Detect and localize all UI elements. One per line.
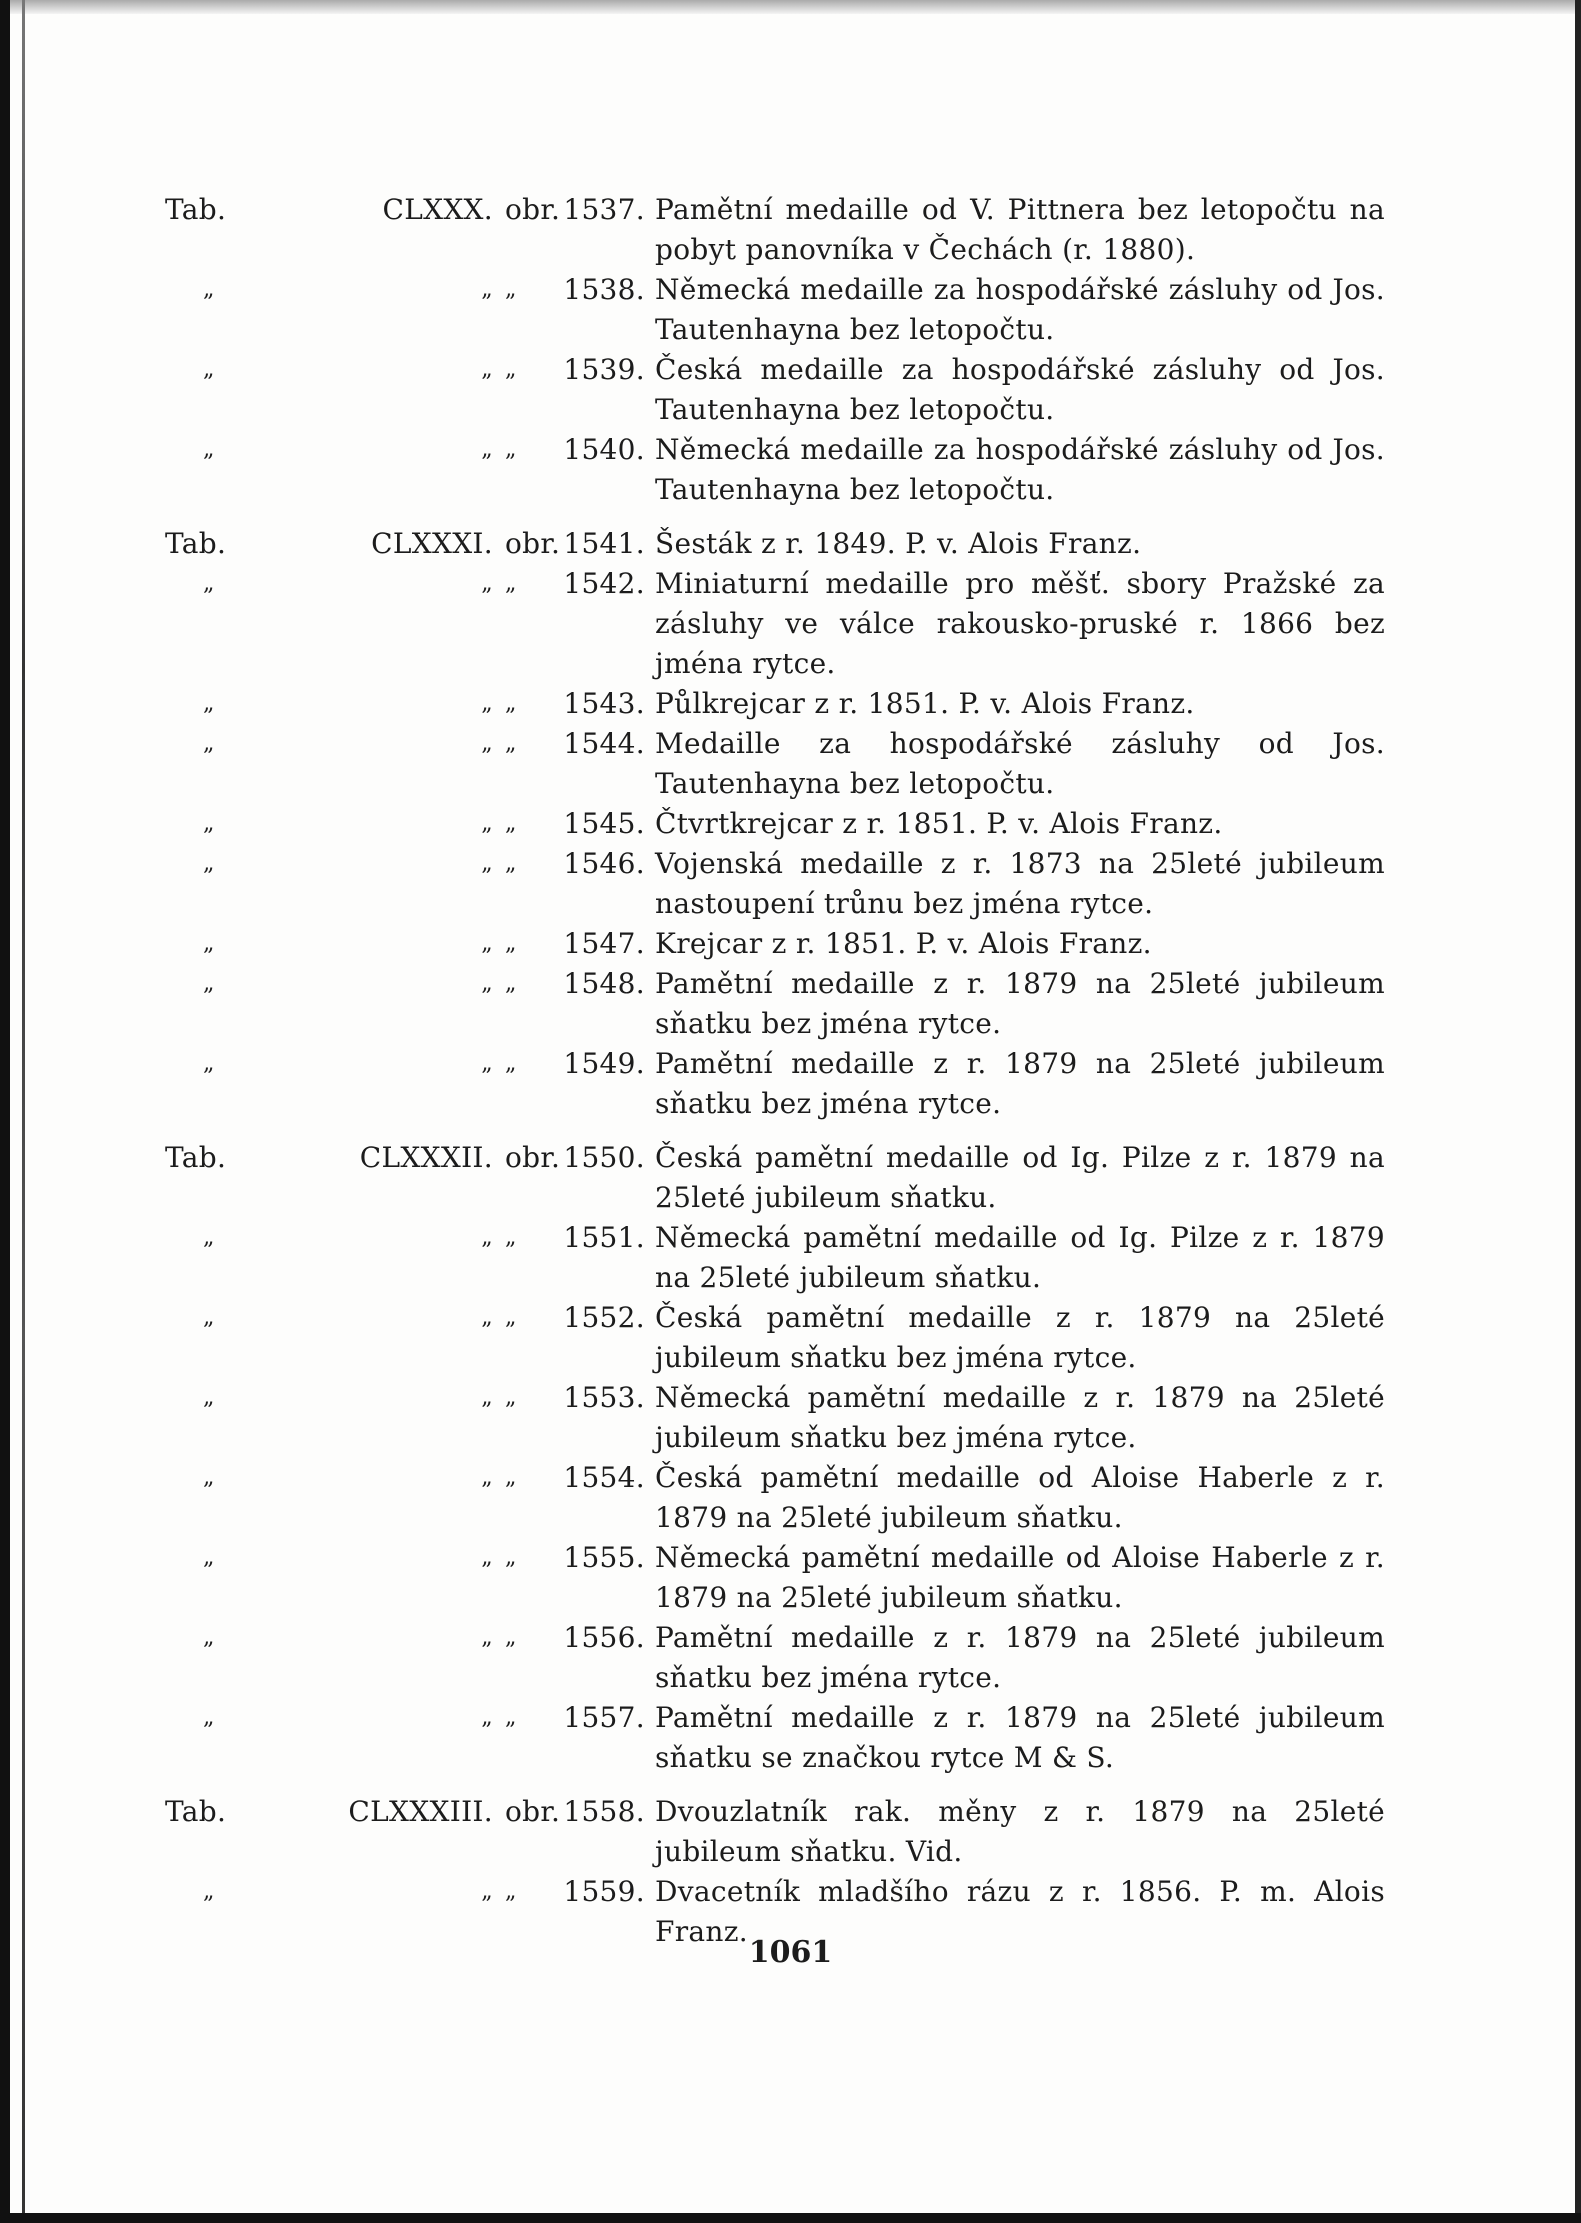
entry-number: 1539. xyxy=(563,353,645,386)
catalog-entry xyxy=(165,1044,1385,1124)
entry-figure-label: „ xyxy=(505,931,517,956)
entry-figure-label: „ xyxy=(505,971,517,996)
catalog-entry xyxy=(165,924,1385,964)
entry-number: 1557. xyxy=(563,1701,645,1734)
catalog-entry xyxy=(165,804,1385,844)
entry-tab: Tab. xyxy=(165,1795,227,1828)
entry-description: Česká pamětní medaille od Aloise Haberle z r. 1879 na 25leté jubileum sňatku. xyxy=(655,1461,1385,1534)
catalog-entry xyxy=(165,1538,1385,1618)
entry-number: 1538. xyxy=(563,273,645,306)
entry-figure-label: „ xyxy=(505,437,517,462)
entry-description: Německá pamětní medaille od Ig. Pilze z r. 1879 na 25leté jubileum sňatku. xyxy=(655,1221,1385,1294)
catalog-entry xyxy=(165,1298,1385,1378)
entry-figure-label: obr. xyxy=(505,193,561,226)
entry-tab: Tab. xyxy=(165,527,227,560)
entry-number: 1559. xyxy=(563,1875,645,1908)
entry-tab: „ xyxy=(203,731,215,756)
entry-number: 1542. xyxy=(563,567,645,600)
scan-fold-line xyxy=(22,0,25,2223)
entry-description: Vojenská medaille z r. 1873 na 25leté jubileum nastoupení trůnu bez jména rytce. xyxy=(655,847,1385,920)
entry-plate-number: „ xyxy=(481,731,493,756)
entry-description: Pamětní medaille z r. 1879 na 25leté jubileum sňatku se značkou rytce M & S. xyxy=(655,1701,1385,1774)
scan-edge-bottom xyxy=(0,2213,1581,2223)
entry-plate-number: „ xyxy=(481,1879,493,1904)
catalog-entry xyxy=(165,1792,1385,1872)
entry-number: 1544. xyxy=(563,727,645,760)
entry-number: 1548. xyxy=(563,967,645,1000)
catalog-entry xyxy=(165,350,1385,430)
entry-tab: „ xyxy=(203,1465,215,1490)
entry-description: Německá pamětní medaille z r. 1879 na 25leté jubileum sňatku bez jména rytce. xyxy=(655,1381,1385,1454)
entry-figure-label: „ xyxy=(505,571,517,596)
entry-plate-number: „ xyxy=(481,811,493,836)
scan-edge-top xyxy=(0,0,1581,14)
catalog-entry xyxy=(165,1458,1385,1538)
entry-number: 1552. xyxy=(563,1301,645,1334)
entry-tab: „ xyxy=(203,971,215,996)
catalog-entry xyxy=(165,1138,1385,1218)
entry-number: 1549. xyxy=(563,1047,645,1080)
entry-number: 1550. xyxy=(563,1141,645,1174)
entry-tab: „ xyxy=(203,571,215,596)
entry-figure-label: obr. xyxy=(505,527,561,560)
catalog-entry xyxy=(165,964,1385,1044)
entry-tab: Tab. xyxy=(165,193,227,226)
entry-plate-number: „ xyxy=(481,1545,493,1570)
entry-plate-number: CLXXXII. xyxy=(359,1141,493,1174)
catalog-entry xyxy=(165,724,1385,804)
entry-tab: „ xyxy=(203,1051,215,1076)
entry-tab: „ xyxy=(203,811,215,836)
entry-number: 1547. xyxy=(563,927,645,960)
entry-plate-number: „ xyxy=(481,1625,493,1650)
entry-tab: „ xyxy=(203,437,215,462)
entry-plate-number: „ xyxy=(481,1385,493,1410)
catalog-entry xyxy=(165,684,1385,724)
entry-figure-label: „ xyxy=(505,1465,517,1490)
entry-plate-number: CLXXX. xyxy=(382,193,493,226)
catalog-entry xyxy=(165,1218,1385,1298)
entry-description: Dvouzlatník rak. měny z r. 1879 na 25leté jubileum sňatku. Vid. xyxy=(655,1795,1385,1868)
entry-number: 1537. xyxy=(563,193,645,226)
entry-figure-label: „ xyxy=(505,731,517,756)
entry-plate-number: „ xyxy=(481,1225,493,1250)
page-number: 1061 xyxy=(748,1935,833,1970)
entry-tab: „ xyxy=(203,1625,215,1650)
entry-description: Česká pamětní medaille od Ig. Pilze z r. 1879 na 25leté jubileum sňatku. xyxy=(655,1141,1385,1214)
catalog-entry xyxy=(165,430,1385,510)
entry-plate-number: „ xyxy=(481,437,493,462)
entry-plate-number: „ xyxy=(481,277,493,302)
catalog-entry xyxy=(165,190,1385,270)
entry-number: 1551. xyxy=(563,1221,645,1254)
entry-figure-label: „ xyxy=(505,1305,517,1330)
entry-tab: „ xyxy=(203,931,215,956)
entry-plate-number: „ xyxy=(481,1705,493,1730)
entry-tab: „ xyxy=(203,1705,215,1730)
entry-tab: „ xyxy=(203,1305,215,1330)
entry-description: Dvacetník mladšího rázu z r. 1856. P. m. Alois Franz. xyxy=(655,1875,1385,1948)
entry-description: Půlkrejcar z r. 1851. P. v. Alois Franz. xyxy=(655,687,1195,720)
entry-plate-number: „ xyxy=(481,1051,493,1076)
catalog-entry xyxy=(165,1698,1385,1778)
entry-figure-label: „ xyxy=(505,811,517,836)
entry-plate-number: „ xyxy=(481,571,493,596)
entry-description: Německá medaille za hospodářské zásluhy od Jos. Tautenhayna bez letopočtu. xyxy=(655,433,1385,506)
entry-tab: „ xyxy=(203,277,215,302)
entry-number: 1554. xyxy=(563,1461,645,1494)
entry-plate-number: „ xyxy=(481,1305,493,1330)
entry-tab: „ xyxy=(203,851,215,876)
entry-description: Pamětní medaille z r. 1879 na 25leté jubileum sňatku bez jména rytce. xyxy=(655,1047,1385,1120)
entry-figure-label: „ xyxy=(505,851,517,876)
entry-tab: „ xyxy=(203,1879,215,1904)
catalog-entry xyxy=(165,564,1385,684)
entry-tab: Tab. xyxy=(165,1141,227,1174)
entry-figure-label: „ xyxy=(505,1879,517,1904)
catalog-entry xyxy=(165,844,1385,924)
entry-tab: „ xyxy=(203,691,215,716)
entry-description: Německá pamětní medaille od Aloise Haberle z r. 1879 na 25leté jubileum sňatku. xyxy=(655,1541,1385,1614)
entry-figure-label: „ xyxy=(505,277,517,302)
entry-description: Miniaturní medaille pro měšť. sbory Pražské za zásluhy ve válce rakousko-pruské r. 1866 bez jména rytce. xyxy=(655,567,1385,680)
entry-plate-number: CLXXXI. xyxy=(371,527,493,560)
entry-figure-label: „ xyxy=(505,1545,517,1570)
entry-plate-number: CLXXXIII. xyxy=(348,1795,493,1828)
entry-description: Čtvrtkrejcar z r. 1851. P. v. Alois Franz. xyxy=(655,807,1223,840)
entry-number: 1558. xyxy=(563,1795,645,1828)
entry-tab: „ xyxy=(203,1385,215,1410)
entry-figure-label: obr. xyxy=(505,1795,561,1828)
entry-description: Krejcar z r. 1851. P. v. Alois Franz. xyxy=(655,927,1152,960)
catalog-entry xyxy=(165,524,1385,564)
entry-description: Medaille za hospodářské zásluhy od Jos. Tautenhayna bez letopočtu. xyxy=(655,727,1385,800)
entry-figure-label: „ xyxy=(505,357,517,382)
entry-figure-label: „ xyxy=(505,1625,517,1650)
entry-tab: „ xyxy=(203,1545,215,1570)
entry-description: Pamětní medaille od V. Pittnera bez letopočtu na pobyt panovníka v Čechách (r. 1880). xyxy=(655,193,1385,266)
catalog-list xyxy=(165,190,1385,1952)
entry-number: 1540. xyxy=(563,433,645,466)
catalog-entry xyxy=(165,1378,1385,1458)
entry-description: Česká medaille za hospodářské zásluhy od Jos. Tautenhayna bez letopočtu. xyxy=(655,353,1385,426)
scan-edge-right xyxy=(1575,0,1581,2223)
entry-number: 1546. xyxy=(563,847,645,880)
entry-number: 1556. xyxy=(563,1621,645,1654)
catalog-entry xyxy=(165,1618,1385,1698)
entry-plate-number: „ xyxy=(481,691,493,716)
entry-figure-label: „ xyxy=(505,1385,517,1410)
entry-figure-label: obr. xyxy=(505,1141,561,1174)
entry-description: Pamětní medaille z r. 1879 na 25leté jubileum sňatku bez jména rytce. xyxy=(655,967,1385,1040)
scan-edge-left xyxy=(0,0,10,2223)
entry-description: Šesták z r. 1849. P. v. Alois Franz. xyxy=(655,527,1142,560)
catalog-entry xyxy=(165,270,1385,350)
entry-number: 1545. xyxy=(563,807,645,840)
entry-figure-label: „ xyxy=(505,1705,517,1730)
entry-number: 1553. xyxy=(563,1381,645,1414)
entry-tab: „ xyxy=(203,1225,215,1250)
entry-plate-number: „ xyxy=(481,931,493,956)
entry-description: Česká pamětní medaille z r. 1879 na 25leté jubileum sňatku bez jména rytce. xyxy=(655,1301,1385,1374)
entry-tab: „ xyxy=(203,357,215,382)
entry-plate-number: „ xyxy=(481,357,493,382)
entry-number: 1541. xyxy=(563,527,645,560)
entry-plate-number: „ xyxy=(481,1465,493,1490)
entry-description: Pamětní medaille z r. 1879 na 25leté jubileum sňatku bez jména rytce. xyxy=(655,1621,1385,1694)
entry-number: 1555. xyxy=(563,1541,645,1574)
entry-figure-label: „ xyxy=(505,691,517,716)
entry-plate-number: „ xyxy=(481,971,493,996)
entry-figure-label: „ xyxy=(505,1225,517,1250)
entry-plate-number: „ xyxy=(481,851,493,876)
entry-number: 1543. xyxy=(563,687,645,720)
entry-figure-label: „ xyxy=(505,1051,517,1076)
entry-description: Německá medaille za hospodářské zásluhy od Jos. Tautenhayna bez letopočtu. xyxy=(655,273,1385,346)
